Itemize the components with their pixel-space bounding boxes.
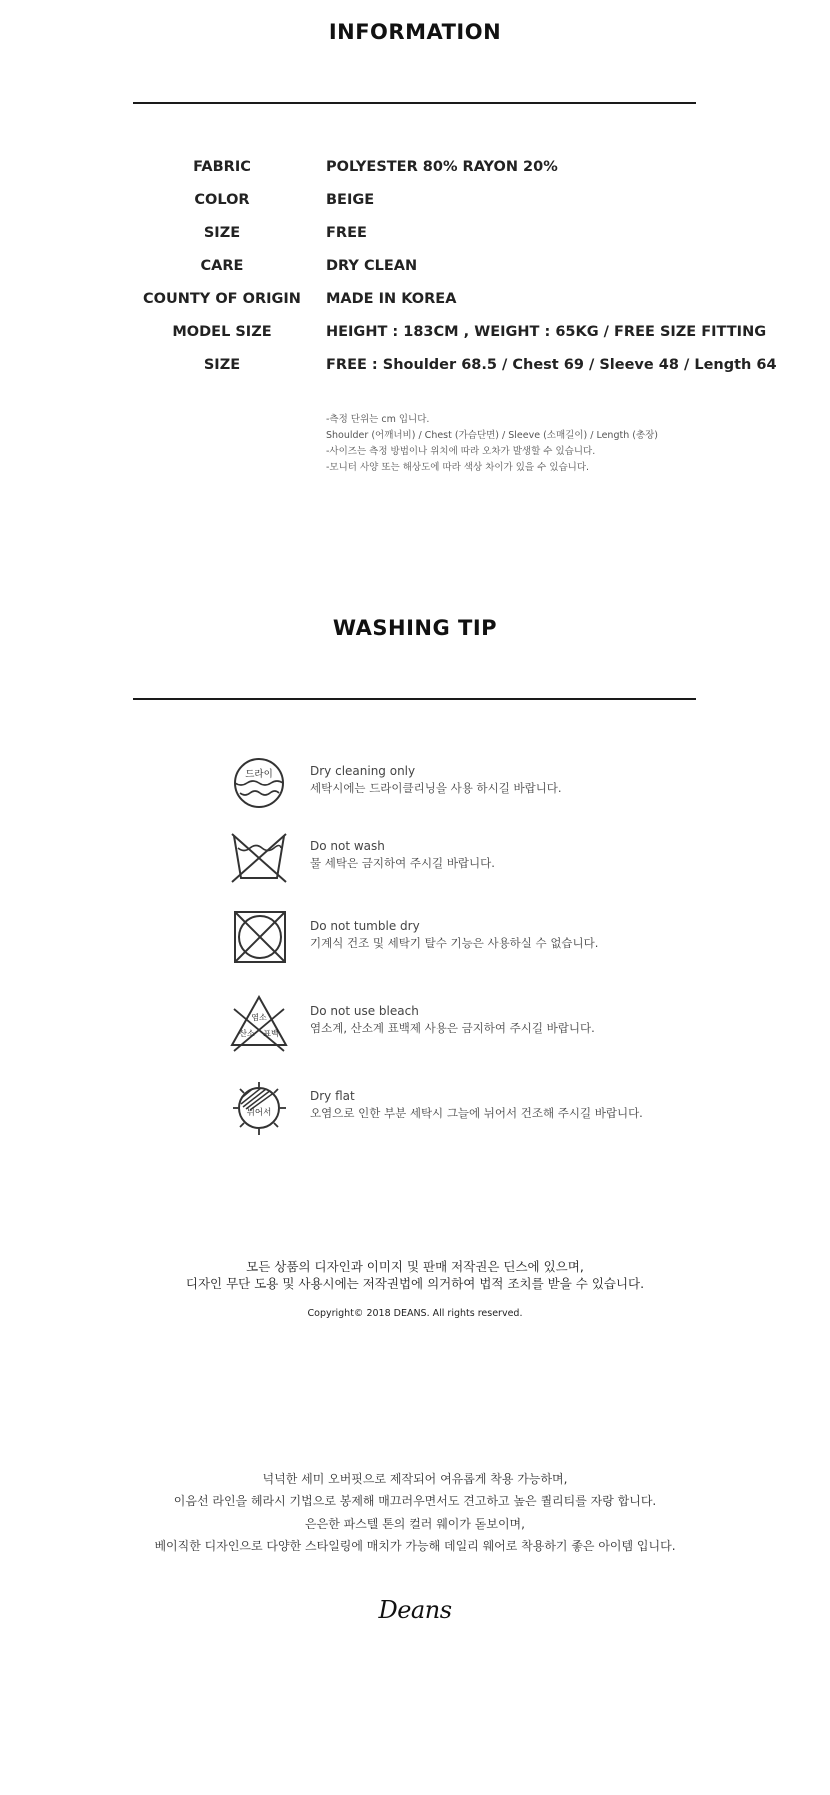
size-note: -사이즈는 측정 방법이나 위치에 따라 오차가 발생할 수 있습니다. <box>326 446 596 457</box>
product-description-line: 이음선 라인을 헤라시 기법으로 봉제해 매끄러우면서도 견고하고 높은 퀄리티를 자랑 합니다. <box>173 1494 657 1508</box>
info-label: COUNTY OF ORIGIN <box>143 291 301 307</box>
washing-tip-no-bleach <box>226 995 746 1055</box>
copyright-line: 디자인 무단 도용 및 사용시에는 저작권법에 의거하여 법적 조치를 받을 수 있습니다. <box>185 1276 645 1291</box>
no-tumble-dry-icon <box>226 910 292 970</box>
dry-clean-icon-label: 드라이 <box>245 769 273 780</box>
info-label: SIZE <box>203 357 241 373</box>
tip-description: 세탁시에는 드라이클리닝을 사용 하시길 바랍니다. <box>310 781 562 795</box>
brand-signature-logo: Deans <box>378 1596 452 1624</box>
information-divider <box>133 102 696 104</box>
size-note: Shoulder (어깨너비) / Chest (가슴단면) / Sleeve (소매길이) / Length (총장) <box>326 430 659 441</box>
washing-tip-no-wash <box>226 830 746 890</box>
info-value: HEIGHT : 183CM , WEIGHT : 65KG / FREE SIZE FITTING <box>326 324 767 340</box>
info-value: DRY CLEAN <box>326 258 418 274</box>
info-value: FREE : Shoulder 68.5 / Chest 69 / Sleeve 48 / Length 64 <box>326 357 777 373</box>
tip-title: Dry cleaning only <box>310 764 416 778</box>
info-label: CARE <box>200 258 244 274</box>
no-bleach-icon-label-right: 표백 <box>263 1029 279 1038</box>
copyright-notice: Copyright© 2018 DEANS. All rights reserved. <box>307 1308 523 1319</box>
info-value: FREE <box>326 225 367 241</box>
washing-tip-dry-flat <box>226 1080 746 1140</box>
info-label: MODEL SIZE <box>172 324 272 340</box>
information-heading: INFORMATION <box>328 20 502 44</box>
info-row-size <box>0 223 830 256</box>
tip-title: Dry flat <box>310 1089 355 1103</box>
no-bleach-icon-label-top: 염소 <box>251 1013 267 1022</box>
dry-flat-icon-label: 뉘어서 <box>246 1108 272 1118</box>
info-row-care <box>0 256 830 289</box>
dry-flat-icon <box>226 1080 292 1140</box>
washing-heading: WASHING TIP <box>332 616 498 640</box>
tip-title: Do not use bleach <box>310 1004 419 1018</box>
product-description-line: 은은한 파스텔 톤의 컬러 웨이가 돋보이며, <box>305 1517 525 1531</box>
size-note: -모니터 사양 또는 해상도에 따라 색상 차이가 있을 수 있습니다. <box>326 462 590 473</box>
info-label: COLOR <box>194 192 250 208</box>
info-value: POLYESTER 80% RAYON 20% <box>326 159 558 175</box>
info-label: FABRIC <box>193 159 251 175</box>
info-row-size-detail <box>0 355 830 388</box>
washing-divider <box>133 698 696 700</box>
product-description-line: 베이직한 디자인으로 다양한 스타일링에 매치가 가능해 데일리 웨어로 착용하기 좋은 아이템 입니다. <box>154 1539 676 1553</box>
tip-description: 기계식 건조 및 세탁기 탈수 기능은 사용하실 수 없습니다. <box>310 936 599 950</box>
tip-description: 물 세탁은 금지하여 주시길 바랍니다. <box>310 856 495 870</box>
info-row-fabric <box>0 157 830 190</box>
info-row-origin <box>0 289 830 322</box>
dry-clean-icon <box>226 755 292 815</box>
info-row-model-size <box>0 322 830 355</box>
info-value: BEIGE <box>326 192 375 208</box>
product-description-line: 넉넉한 세미 오버핏으로 제작되어 여유롭게 착용 가능하며, <box>262 1472 568 1486</box>
info-label: SIZE <box>203 225 241 241</box>
no-bleach-icon <box>226 995 292 1055</box>
washing-tip-no-tumble-dry <box>226 910 746 970</box>
tip-description: 오염으로 인한 부분 세탁시 그늘에 뉘어서 건조해 주시길 바랍니다. <box>310 1106 643 1120</box>
info-row-color <box>0 190 830 223</box>
tip-title: Do not tumble dry <box>310 919 420 933</box>
washing-tip-dry-clean <box>226 755 746 815</box>
tip-description: 염소계, 산소계 표백제 사용은 금지하여 주시길 바랍니다. <box>310 1021 595 1035</box>
size-note: -측정 단위는 cm 입니다. <box>326 414 430 425</box>
info-value: MADE IN KOREA <box>326 291 457 307</box>
no-wash-icon <box>226 830 292 890</box>
no-bleach-icon-label-left: 산소 <box>239 1029 255 1038</box>
tip-title: Do not wash <box>310 839 385 853</box>
copyright-line: 모든 상품의 디자인과 이미지 및 판매 저작권은 딘스에 있으며, <box>246 1259 584 1274</box>
